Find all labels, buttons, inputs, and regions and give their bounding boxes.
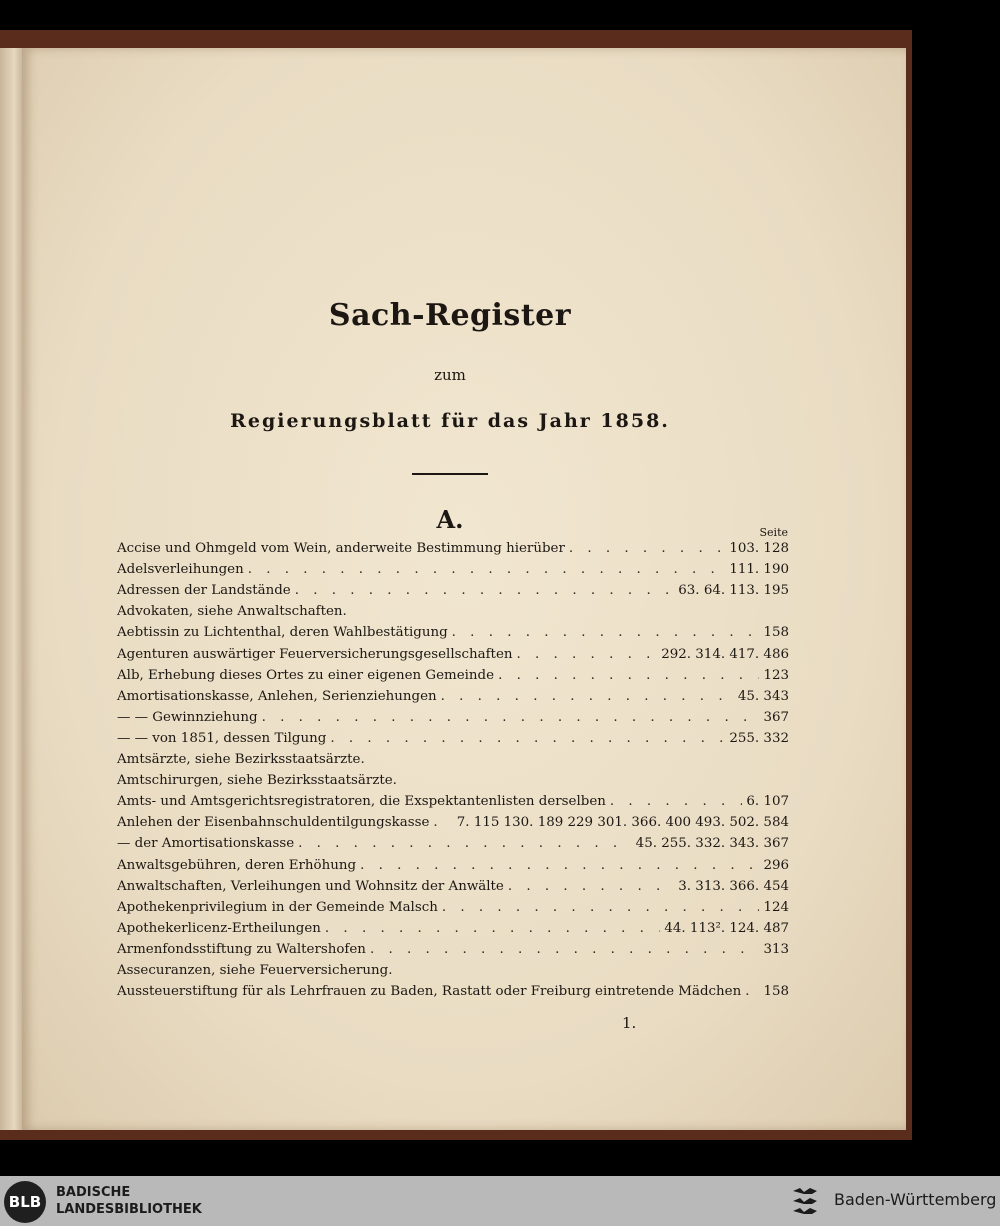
entry-term: Aebtissin zu Lichtenthal, deren Wahlbestätigung — [117, 625, 448, 641]
bw-name[interactable]: Baden-Württemberg — [834, 1190, 997, 1209]
leader-dots — [517, 647, 658, 662]
entry-term: Armenfondsstiftung zu Waltershofen — [117, 941, 366, 957]
entry-pages: 44. 113². 124. 487 — [664, 920, 789, 936]
entry-pages: 123 — [763, 667, 789, 683]
section-letter: A. — [436, 505, 464, 534]
entry-pages: 296 — [763, 857, 789, 873]
register-entry — [117, 647, 789, 668]
entry-pages: 63. 64. 113. 195 — [678, 583, 789, 599]
leader-dots — [610, 794, 743, 809]
register-entry — [117, 900, 789, 921]
register-entry — [117, 963, 789, 984]
register-entry — [117, 604, 789, 625]
leader-dots — [452, 625, 760, 640]
register-entry — [117, 710, 789, 731]
entry-pages: 158 — [763, 625, 789, 641]
entry-pages: 7. 115 130. 189 229 301. 366. 400 493. 502. 584 — [456, 815, 789, 831]
register-entry — [117, 984, 789, 1005]
entry-pages: 367 — [763, 709, 789, 725]
blb-name-line1: BADISCHE — [56, 1185, 131, 1200]
entry-term: — — Gewinnziehung — [117, 709, 258, 725]
leader-dots — [295, 583, 675, 598]
entry-pages: 313 — [763, 941, 789, 957]
bw-lions-icon — [790, 1185, 820, 1217]
page-title: Sach-Register — [328, 298, 572, 333]
leader-dots — [745, 984, 759, 999]
entry-pages: 45. 343 — [737, 688, 789, 704]
entry-pages: 6. 107 — [746, 794, 789, 810]
register-entry — [117, 815, 789, 836]
entry-pages: 158 — [763, 984, 789, 1000]
entry-term: Anlehen der Eisenbahnschuldentilgungskasse — [117, 815, 430, 831]
leader-dots — [433, 815, 452, 830]
entry-term: Advokaten, siehe Anwaltschaften. — [117, 604, 347, 620]
title-rule — [412, 473, 488, 475]
leader-dots — [330, 731, 725, 746]
entry-term: Anwaltsgebühren, deren Erhöhung — [117, 857, 357, 873]
register-entry — [117, 752, 789, 773]
entry-term: Assecuranzen, siehe Feuerversicherung. — [117, 963, 393, 978]
blb-name-line2: LANDESBIBLIOTHEK — [56, 1202, 202, 1217]
register-entry — [117, 836, 789, 857]
register-entry — [117, 794, 789, 815]
entry-term: Apothekerlicenz-Ertheilungen — [117, 920, 321, 936]
leader-dots — [360, 858, 759, 873]
entry-pages: 111. 190 — [729, 562, 789, 578]
entry-term: Alb, Erhebung dieses Ortes zu einer eigenen Gemeinde — [117, 667, 495, 683]
left-page-edge — [0, 48, 24, 1130]
entry-term: Anwaltschaften, Verleihungen und Wohnsitz der Anwälte — [117, 878, 504, 894]
leader-dots — [248, 562, 726, 577]
register-entry — [117, 921, 789, 942]
register-entry — [117, 879, 789, 900]
register-entry — [117, 858, 789, 879]
entry-pages: 124 — [763, 899, 789, 915]
leader-dots — [441, 689, 734, 704]
page-subtitle: Regierungsblatt für das Jahr 1858. — [230, 410, 670, 432]
entry-term: Amortisationskasse, Anlehen, Serienziehungen — [117, 688, 437, 704]
blb-name[interactable] — [56, 1184, 202, 1218]
register-entry — [117, 942, 789, 963]
register-entry — [117, 668, 789, 689]
footer-bar — [0, 1176, 1000, 1226]
leader-dots — [298, 836, 632, 851]
entry-pages: 292. 314. 417. 486 — [661, 646, 789, 662]
register-entry — [117, 625, 789, 646]
register-entry — [117, 583, 789, 604]
leader-dots — [442, 900, 760, 915]
leader-dots — [498, 668, 759, 683]
register-entry — [117, 731, 789, 752]
entry-pages: 255. 332 — [729, 730, 789, 746]
leader-dots — [370, 942, 760, 957]
leader-dots — [262, 710, 760, 725]
entry-term: Amtschirurgen, siehe Bezirksstaatsärzte. — [117, 773, 397, 789]
blb-logo-icon[interactable]: BLB — [4, 1181, 46, 1223]
entry-term: Agenturen auswärtiger Feuerversicherungsgesellschaften — [117, 646, 513, 662]
entry-pages: 45. 255. 332. 343. 367 — [635, 836, 789, 852]
register-entry — [117, 773, 789, 794]
entry-term: Accise und Ohmgeld vom Wein, anderweite Bestimmung hierüber — [117, 541, 565, 556]
title-connector: zum — [434, 366, 466, 384]
seite-column-label: Seite — [759, 526, 788, 539]
page-number: 1. — [622, 1014, 637, 1032]
entry-term: Amtsärzte, siehe Bezirksstaatsärzte. — [117, 752, 365, 767]
entry-term: — der Amortisationskasse — [117, 836, 295, 852]
entry-pages: 3. 313. 366. 454 — [678, 878, 789, 894]
entry-term: Apothekenprivilegium in der Gemeinde Malsch — [117, 899, 438, 915]
register-entry — [117, 562, 789, 583]
entry-term: Aussteuerstiftung für als Lehrfrauen zu Baden, Rastatt oder Freiburg eintretende Mädchen — [117, 984, 742, 1000]
leader-dots — [569, 541, 726, 556]
entry-pages: 103. 128 — [729, 541, 789, 556]
leader-dots — [508, 879, 674, 894]
entry-term: — — von 1851, dessen Tilgung — [117, 730, 327, 746]
entry-term: Adressen der Landstände — [117, 583, 291, 599]
entry-term: Amts- und Amtsgerichtsregistratoren, die Exspektantenlisten derselben — [117, 794, 606, 810]
register-entry — [117, 541, 789, 562]
entry-term: Adelsverleihungen — [117, 562, 244, 578]
register-entry — [117, 689, 789, 710]
leader-dots — [325, 921, 660, 936]
